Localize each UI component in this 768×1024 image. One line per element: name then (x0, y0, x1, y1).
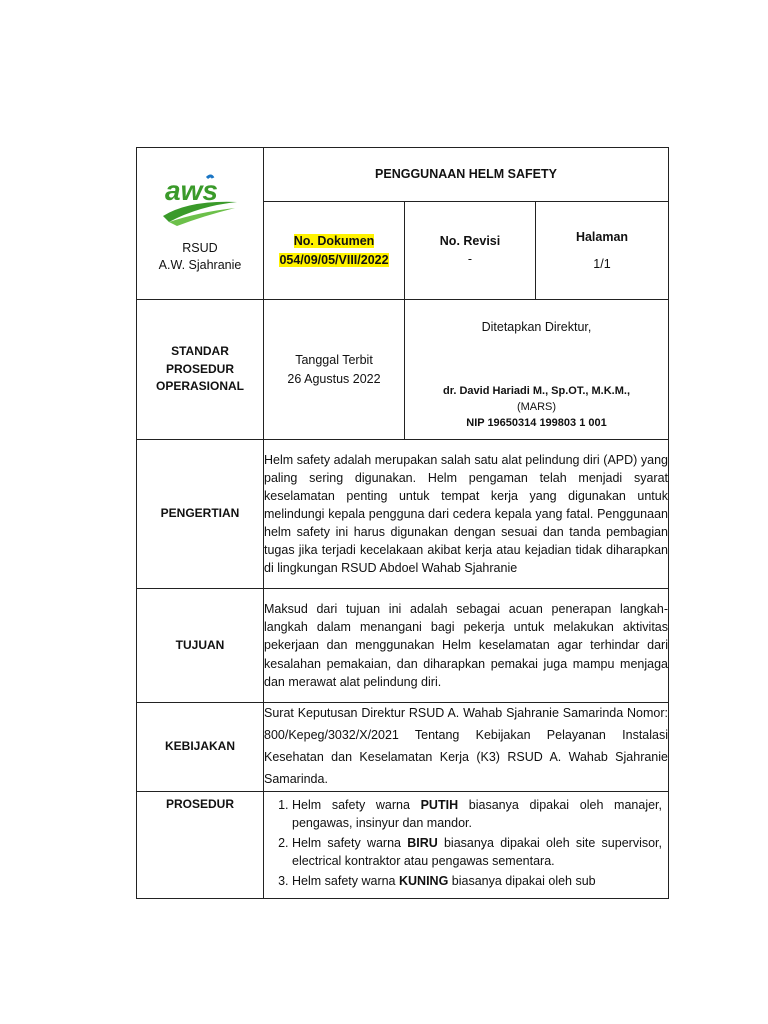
kebijakan-text: Surat Keputusan Direktur RSUD A. Wahab Sjahranie Samarinda Nomor: 800/Kepeg/3032/X/2021 Tentang Kebijakan Pelayanan Instalasi Kesehatan dan Keselamatan Kerja (K3) RSUD A. Wahab Sjahranie Samarinda. (264, 703, 669, 792)
prosedur-item-text: biasanya dipakai oleh sub (448, 874, 596, 888)
kebijakan-label: KEBIJAKAN (137, 703, 264, 792)
org-line2: A.W. Sjahranie (158, 258, 242, 273)
revision-value: - (467, 252, 473, 267)
doc-number-label: No. Dokumen (293, 234, 375, 249)
prosedur-item-text: Helm safety warna (292, 835, 408, 850)
prosedur-item-color: PUTIH (420, 797, 459, 812)
sop-type-line2: PROSEDUR (165, 361, 234, 376)
director-title: (MARS) (516, 401, 557, 414)
prosedur-item-color: KUNING (398, 874, 449, 888)
org-line1: RSUD (182, 240, 218, 255)
prosedur-item-text: Helm safety warna (292, 874, 399, 888)
hospital-logo-icon (159, 172, 241, 230)
prosedur-item-text: biasanya dipakai oleh site supervisor, electrical kontraktor atau pengawas sementara. (292, 835, 662, 868)
prosedur-item (292, 872, 662, 890)
prosedur-item (292, 796, 662, 832)
doc-number-value: 054/09/05/VIII/2022 (279, 252, 389, 267)
document-title: PENGGUNAAN HELM SAFETY (264, 148, 669, 202)
sop-type-line1: STANDAR (171, 344, 229, 359)
sop-table (136, 147, 669, 899)
org-name (137, 240, 263, 275)
issue-date-label: Tanggal Terbit (295, 353, 373, 368)
prosedur-item-text: Helm safety warna (292, 797, 421, 812)
doc-number-cell (264, 202, 405, 300)
pengertian-label: PENGERTIAN (137, 440, 264, 589)
pengertian-text: Helm safety adalah merupakan salah satu alat pelindung diri (APD) yang paling sering digunakan. Helm pengaman telah menjadi syarat keselamatan penting untuk tempat kerja yang digunakan untuk melindungi kepala pengguna dari cedera kepala yang fatal. Penggunaan helm safety ini harus digunakan dengan sesuai dan tanda pembagian tugas jika terjadi kecelakaan akibat kerja atau kejadian tidak diharapkan di lingkungan RSUD Abdoel Wahab Sjahranie (264, 440, 669, 589)
issue-date-value: 26 Agustus 2022 (287, 371, 381, 386)
page-value: 1/1 (593, 256, 611, 271)
approved-by: Ditetapkan Direktur, (481, 320, 592, 334)
tujuan-text: Maksud dari tujuan ini adalah sebagai acuan penerapan langkah-langkah dalam menangani bagi pekerja untuk melakukan aktivitas pekerjaan dan menggunakan Helm keselamatan agar terhindar dari kesalahan pemakaian, dan diharapkan pemakai juga mampu menjaga dan merawat alat pelindung diri. (264, 589, 669, 703)
logo-cell (137, 148, 264, 300)
prosedur-item-text: biasanya dipakai oleh manajer, pengawas, insinyur dan mandor. (292, 797, 663, 830)
prosedur-label: PROSEDUR (137, 791, 264, 898)
prosedur-item-color: BIRU (407, 835, 438, 850)
revision-label: No. Revisi (439, 234, 501, 248)
sop-type-line3: OPERASIONAL (155, 379, 244, 394)
page-cell (536, 202, 669, 300)
approval-cell (405, 300, 669, 440)
prosedur-item (292, 834, 662, 870)
logo-text: aws (165, 175, 218, 207)
director-name: dr. David Hariadi M., Sp.OT., M.K.M., (442, 385, 631, 398)
tujuan-label: TUJUAN (137, 589, 264, 703)
revision-cell (405, 202, 536, 300)
sop-type-cell (137, 300, 264, 440)
issue-date-cell (264, 300, 405, 440)
page-label: Halaman (575, 230, 629, 245)
director-nip: NIP 19650314 199803 1 001 (466, 417, 607, 429)
prosedur-list (270, 796, 662, 891)
prosedur-cell (264, 791, 669, 898)
